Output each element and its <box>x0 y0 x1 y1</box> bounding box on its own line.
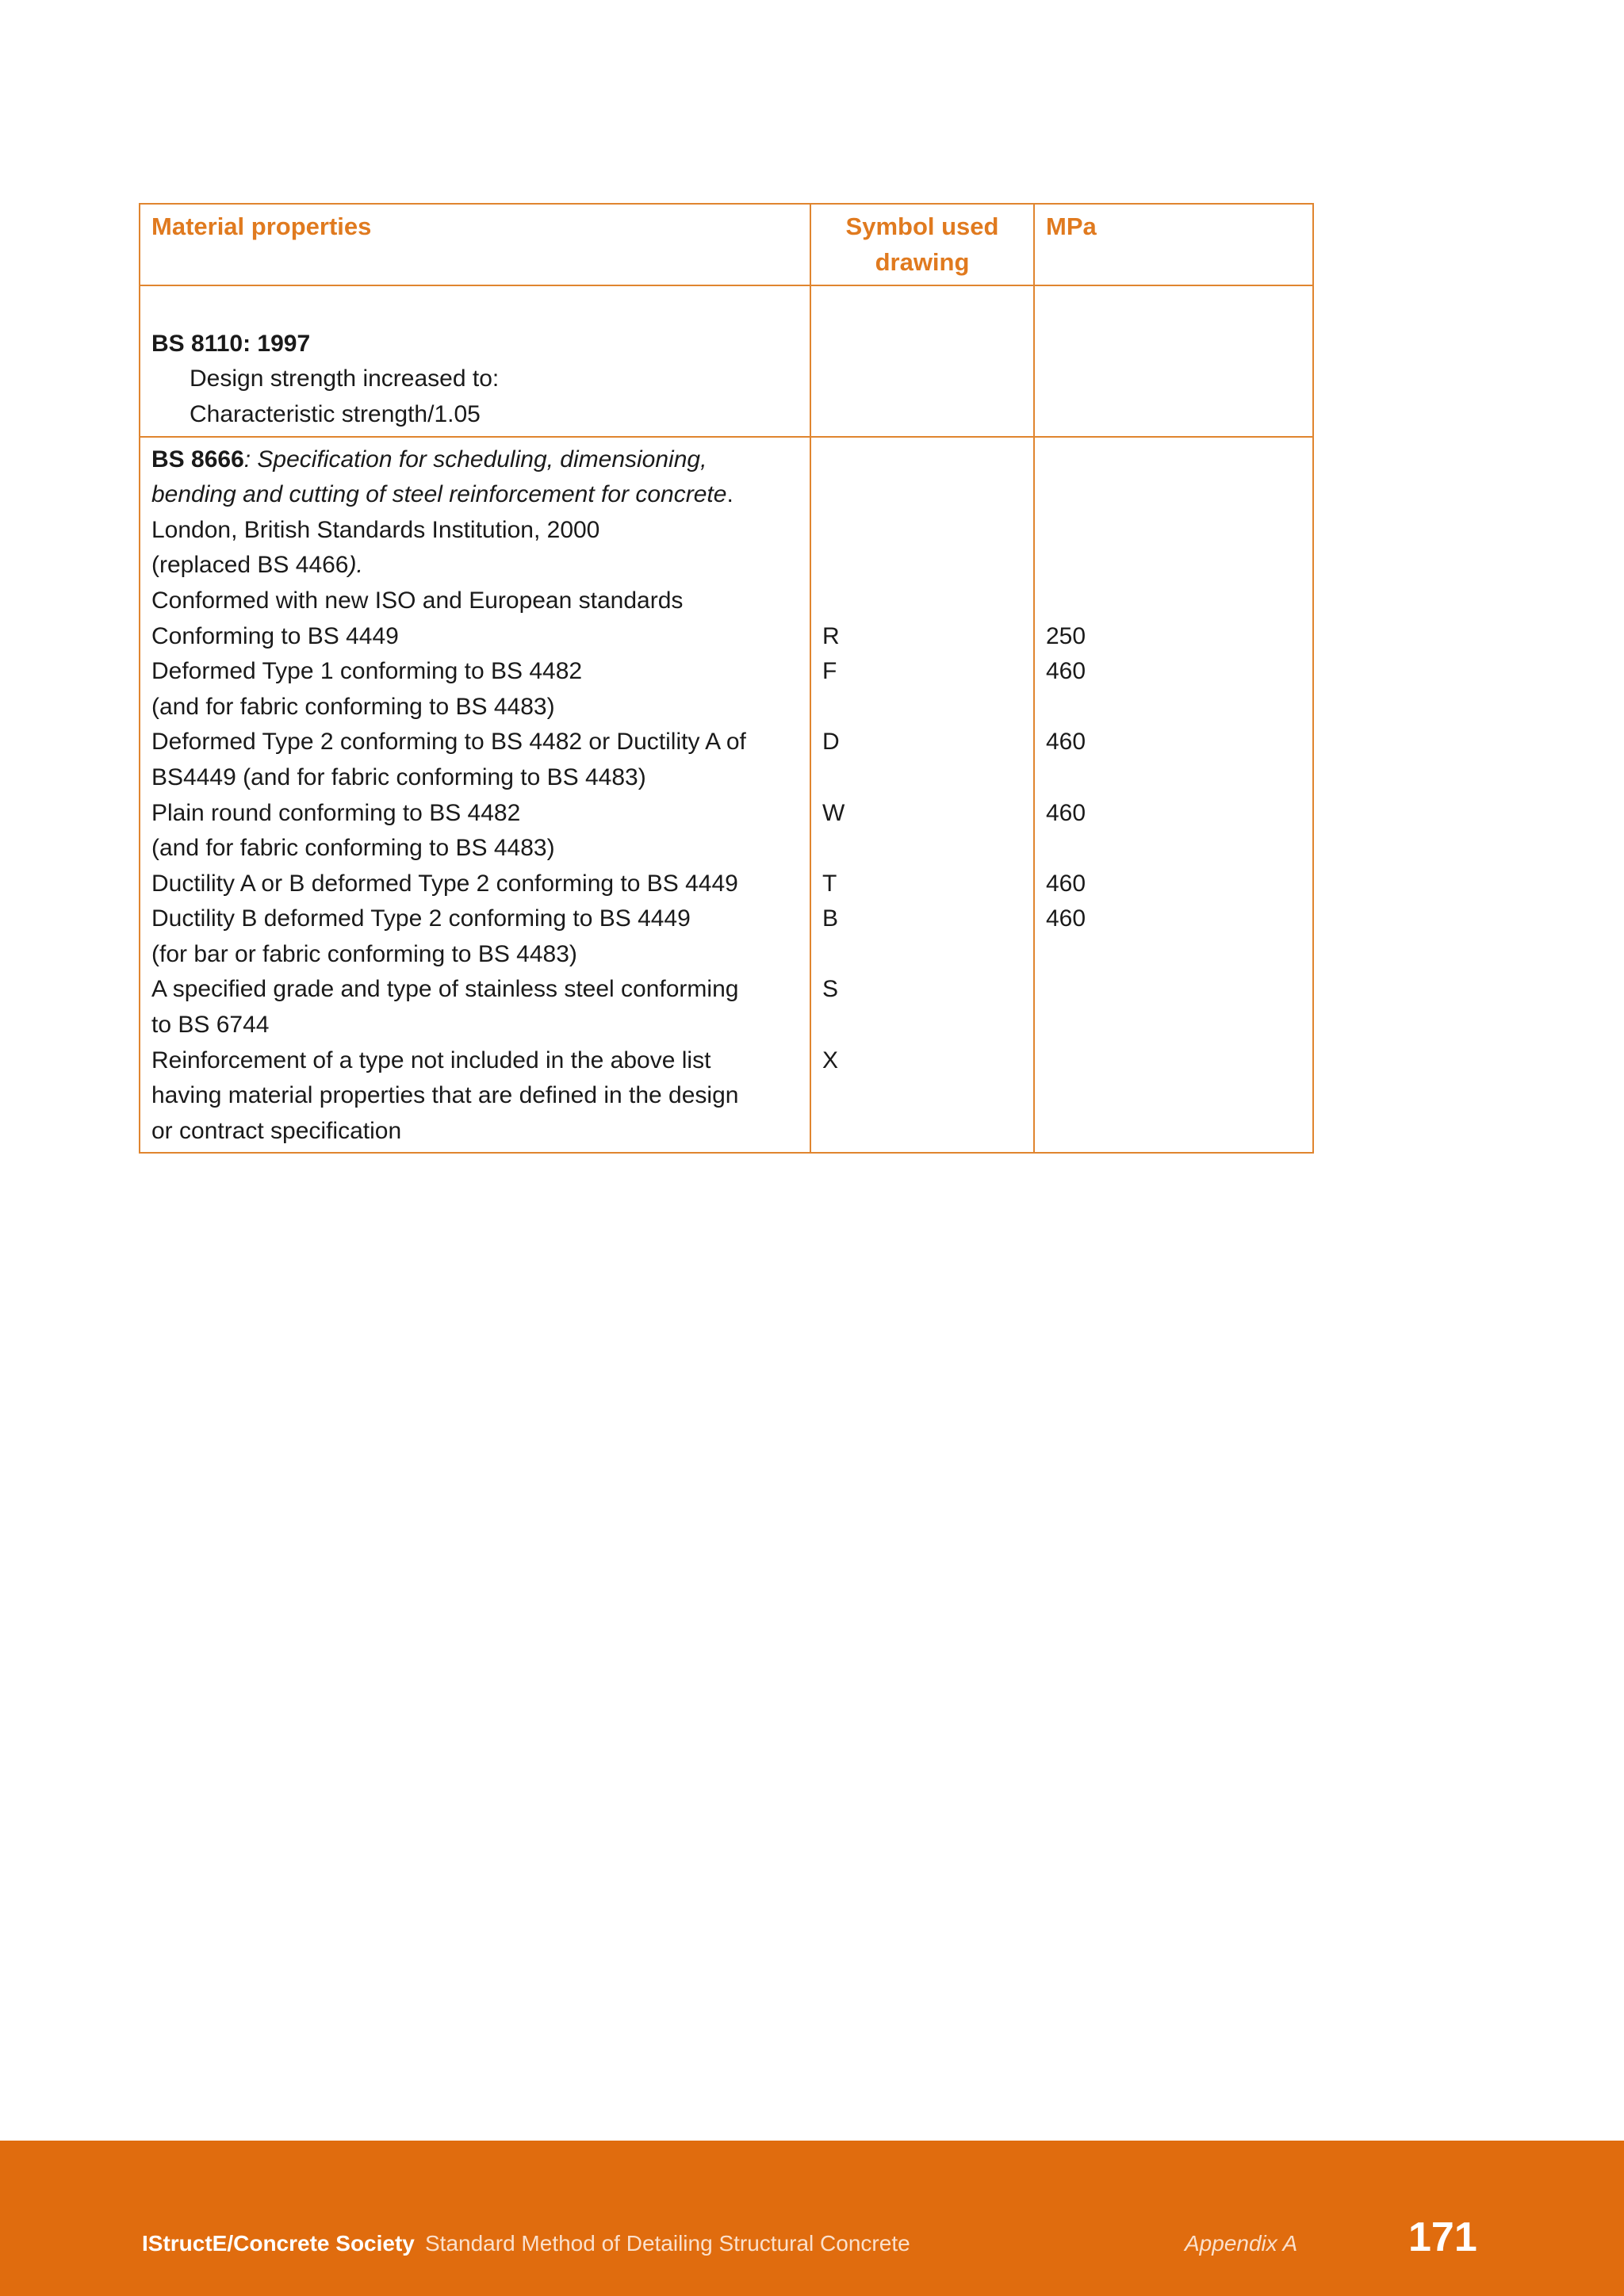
reinforcement-description-line: (and for fabric conforming to BS 4483) <box>151 835 555 862</box>
symbol-cell: S <box>822 976 839 1003</box>
bs8666-row <box>140 437 1313 1154</box>
symbol-column <box>810 437 1034 1154</box>
mpa-cell: 250 <box>1046 622 1086 649</box>
mpa-spacer <box>1046 1078 1301 1114</box>
bs8110-cell <box>140 285 810 436</box>
symbol-spacer <box>822 690 1022 725</box>
header-symbol-line2: drawing <box>875 247 970 276</box>
reinforcement-description-line: having material properties that are defined in the design <box>151 1082 739 1109</box>
reinforcement-description-line: Ductility A or B deformed Type 2 conforming to BS 4449 <box>151 870 738 897</box>
mpa-cell <box>1046 972 1301 1008</box>
mpa-spacer <box>1046 937 1301 973</box>
symbol-values <box>822 619 1022 1150</box>
mpa-cell: 460 <box>1046 799 1086 826</box>
header-symbol-line1: Symbol used <box>845 212 999 240</box>
bs8666-title-line2: bending and cutting of steel reinforcement for concrete. <box>151 481 733 508</box>
bs8110-line1: Design strength increased to: <box>190 365 500 392</box>
symbol-spacer <box>822 937 1022 973</box>
page-footer <box>0 2141 1624 2296</box>
bs8666-title-part1: : Specification for scheduling, dimensioning, <box>243 446 707 473</box>
reinforcement-description-line: Conforming to BS 4449 <box>151 622 399 649</box>
reinforcement-description-line: Deformed Type 1 conforming to BS 4482 <box>151 658 583 685</box>
symbol-spacer <box>822 1008 1022 1043</box>
page-number: 171 <box>1408 2214 1477 2260</box>
reinforcement-description-line: (for bar or fabric conforming to BS 4483) <box>151 940 577 967</box>
mpa-spacer <box>1046 831 1301 867</box>
footer-title: Standard Method of Detailing Structural Concrete <box>425 2231 910 2256</box>
mpa-cell: 460 <box>1046 729 1086 756</box>
bs8666-publisher: London, British Standards Institution, 2000 <box>151 516 600 543</box>
mpa-cell: 460 <box>1046 870 1086 897</box>
mpa-spacer <box>1046 690 1301 725</box>
reinforcement-description-line: Plain round conforming to BS 4482 <box>151 799 521 826</box>
header-symbol-used-drawing <box>810 204 1034 285</box>
bs8666-replaced: (replaced BS 4466). <box>151 552 363 579</box>
reinforcement-description-line: A specified grade and type of stainless steel conforming <box>151 976 739 1003</box>
symbol-cell: R <box>822 622 840 649</box>
reinforcement-descriptions <box>151 619 799 1150</box>
reinforcement-description-line: to BS 6744 <box>151 1012 270 1039</box>
reinforcement-description-line: (and for fabric conforming to BS 4483) <box>151 693 555 720</box>
reinforcement-description-line: Reinforcement of a type not included in the above list <box>151 1047 711 1073</box>
symbol-cell: D <box>822 729 840 756</box>
mpa-spacer <box>1046 1114 1301 1150</box>
mpa-cell: 460 <box>1046 905 1086 932</box>
symbol-cell: W <box>822 799 845 826</box>
symbol-cell: F <box>822 658 837 685</box>
reinforcement-description-line: BS4449 (and for fabric conforming to BS 4483) <box>151 763 646 790</box>
footer-appendix: Appendix A <box>1185 2231 1298 2256</box>
symbol-cell: T <box>822 870 837 897</box>
header-material-properties: Material properties <box>140 204 810 285</box>
symbol-cell: B <box>822 905 839 932</box>
mpa-values <box>1046 619 1301 1150</box>
material-properties-table <box>139 203 1314 1154</box>
footer-organisation: IStructE/Concrete Society <box>142 2231 415 2256</box>
symbol-cell: X <box>822 1047 839 1073</box>
mpa-spacer <box>1046 1008 1301 1043</box>
mpa-cell: 460 <box>1046 658 1086 685</box>
reinforcement-description-line: Ductility B deformed Type 2 conforming to BS 4449 <box>151 905 691 932</box>
bs8666-title-line1 <box>151 442 799 478</box>
symbol-spacer <box>822 1078 1022 1114</box>
bs8110-line2: Characteristic strength/1.05 <box>190 400 481 427</box>
mpa-cell <box>1046 1043 1301 1079</box>
header-mpa: MPa <box>1034 204 1313 285</box>
bs8110-symbol-cell <box>810 285 1034 436</box>
reinforcement-description-line: Deformed Type 2 conforming to BS 4482 or Ductility A of <box>151 729 746 756</box>
symbol-spacer <box>822 831 1022 867</box>
mpa-column <box>1034 437 1313 1154</box>
bs8110-row <box>140 285 1313 436</box>
symbol-spacer <box>822 1114 1022 1150</box>
bs8666-ref: BS 8666 <box>151 446 244 473</box>
symbol-spacer <box>822 760 1022 796</box>
table-header-row <box>140 204 1313 285</box>
bs8110-title: BS 8110: 1997 <box>151 330 311 357</box>
bs8666-conformed: Conformed with new ISO and European standards <box>151 587 684 614</box>
mpa-spacer <box>1046 760 1301 796</box>
bs8666-cell <box>140 437 810 1154</box>
reinforcement-description-line: or contract specification <box>151 1117 402 1144</box>
bs8110-mpa-cell <box>1034 285 1313 436</box>
